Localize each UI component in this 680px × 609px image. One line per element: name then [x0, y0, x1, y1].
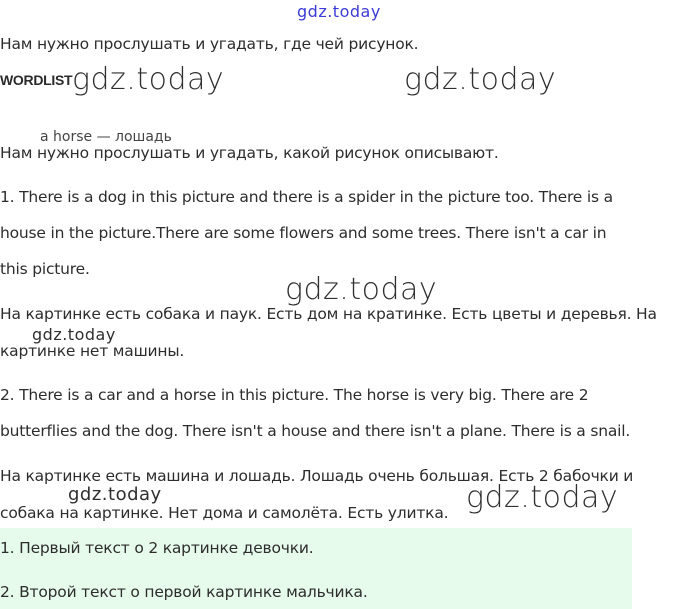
translation1-line2: картинке нет машины.	[0, 342, 185, 360]
answer-line1: 1. Первый текст о 2 картинке девочки.	[0, 539, 314, 557]
watermark-small-left: gdz.today	[32, 325, 116, 344]
watermark-center: gdz.today	[285, 272, 438, 307]
clipped-wordlist-entry: a horse — лошадь	[40, 129, 172, 145]
text1-line1: 1. There is a dog in this picture and there is a spider in the picture too. There is a	[0, 188, 613, 206]
translation2-line1: На картинке есть машина и лошадь. Лошадь очень большая. Есть 2 бабочки и	[0, 467, 634, 485]
text1-line3: this picture.	[0, 260, 90, 278]
watermark-right: gdz.today	[404, 62, 557, 97]
text2-line2: butterflies and the dog. There isn't a house and there isn't a plane. There is a snail.	[0, 422, 631, 440]
answer-line2: 2. Второй текст о первой картинке мальчика.	[0, 583, 368, 601]
watermark-top: gdz.today	[297, 2, 381, 21]
translation1-line1: На картинке есть собака и паук. Есть дом на кратинке. Есть цветы и деревья. На	[0, 305, 657, 323]
text1-line2: house in the picture.There are some flowers and some trees. There isn't a car in	[0, 224, 607, 242]
intro-line: Нам нужно прослушать и угадать, где чей рисунок.	[0, 35, 419, 53]
watermark-left: gdz.today	[72, 62, 225, 97]
translation2-line2: собака на картинке. Нет дома и самолёта. Есть улитка.	[0, 504, 449, 522]
wordlist-heading: WORDLIST	[0, 72, 73, 88]
text2-line1: 2. There is a car and a horse in this picture. The horse is very big. There are 2	[0, 386, 589, 404]
watermark-lower-right: gdz.today	[466, 480, 619, 515]
watermark-lower-left: gdz.today	[68, 484, 162, 505]
task-line: Нам нужно прослушать и угадать, какой рисунок описывают.	[0, 144, 499, 162]
